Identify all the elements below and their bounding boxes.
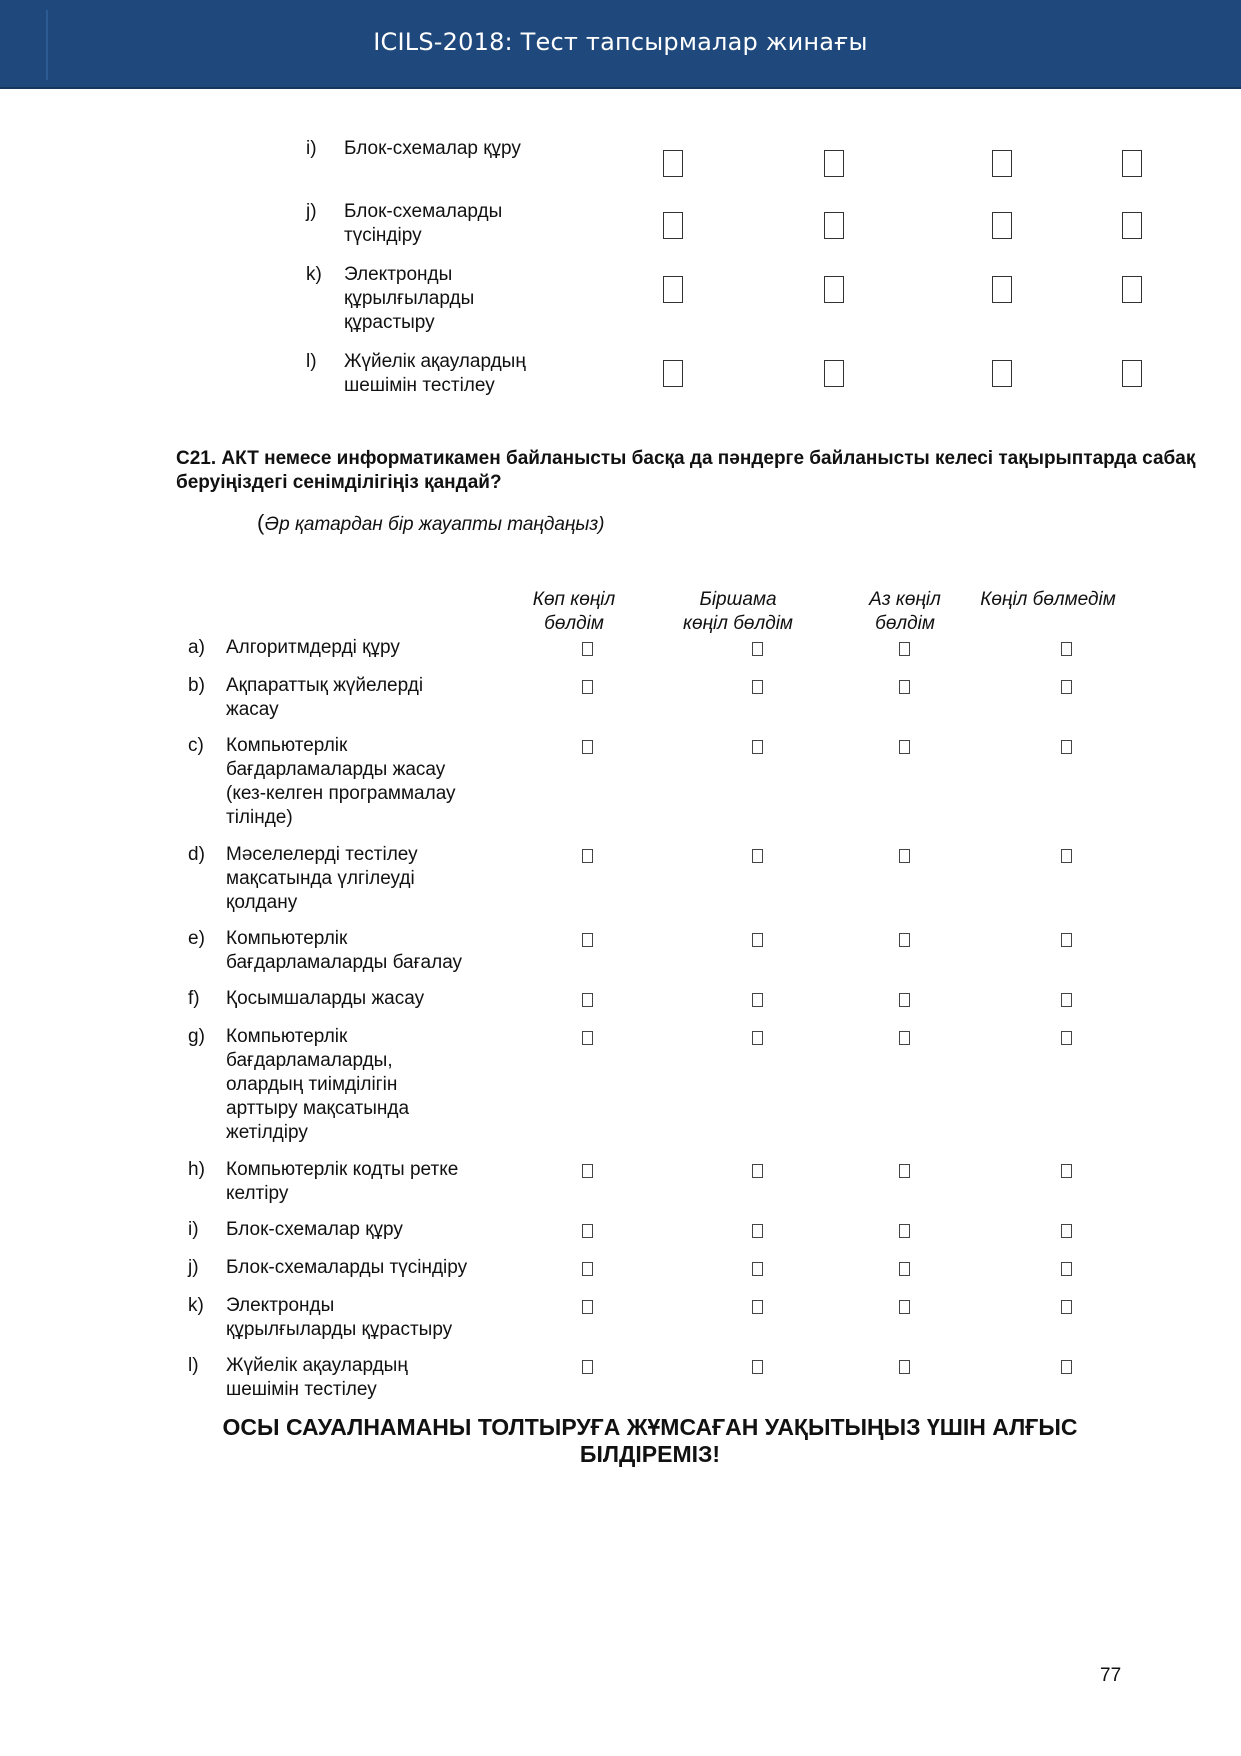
- answer-checkbox[interactable]: [663, 150, 683, 177]
- answer-checkbox[interactable]: [752, 1360, 763, 1374]
- answer-checkbox[interactable]: [1061, 1262, 1072, 1276]
- answer-checkbox[interactable]: [752, 1300, 763, 1314]
- answer-checkbox[interactable]: [1122, 276, 1142, 303]
- row-letter: d): [188, 844, 205, 865]
- instruction-text: Әр қатардан бір жауапты таңдаңыз): [264, 514, 605, 535]
- row-letter: k): [188, 1295, 204, 1316]
- page-number: 77: [1100, 1665, 1122, 1686]
- answer-checkbox[interactable]: [1122, 150, 1142, 177]
- column-header: Аз көңіл бөлдім: [869, 589, 941, 634]
- answer-checkbox[interactable]: [752, 1164, 763, 1178]
- column-header: Көп көңіл бөлдім: [532, 589, 616, 634]
- row-label: Жүйелік ақаулардың шешімін тестілеу: [344, 351, 526, 396]
- answer-checkbox[interactable]: [1061, 993, 1072, 1007]
- answer-checkbox[interactable]: [1061, 740, 1072, 754]
- answer-checkbox[interactable]: [752, 849, 763, 863]
- thank-you-message: ОСЫ САУАЛНАМАНЫ ТОЛТЫРУҒА ЖҰМСАҒАН УАҚЫТЫҢЫЗ ҮШІН АЛҒЫС БІЛДІРЕМІЗ!: [222, 1414, 1078, 1467]
- answer-checkbox[interactable]: [663, 212, 683, 239]
- answer-checkbox[interactable]: [1061, 1031, 1072, 1045]
- answer-checkbox[interactable]: [899, 740, 910, 754]
- answer-checkbox[interactable]: [582, 993, 593, 1007]
- column-header: Көңіл бөлмедім: [980, 589, 1116, 610]
- row-letter: l): [188, 1355, 199, 1376]
- answer-checkbox[interactable]: [992, 212, 1012, 239]
- answer-checkbox[interactable]: [752, 1224, 763, 1238]
- answer-checkbox[interactable]: [752, 933, 763, 947]
- answer-checkbox[interactable]: [899, 1262, 910, 1276]
- answer-checkbox[interactable]: [824, 150, 844, 177]
- answer-checkbox[interactable]: [582, 642, 593, 656]
- answer-checkbox[interactable]: [663, 360, 683, 387]
- row-label: Компьютерлік кодты ретке келтіру: [226, 1159, 459, 1204]
- instruction-paren: (: [257, 510, 265, 535]
- row-label: Блок-схемалар құру: [226, 1219, 403, 1240]
- answer-checkbox[interactable]: [582, 1262, 593, 1276]
- row-label: Алгоритмдерді құру: [226, 637, 400, 658]
- answer-checkbox[interactable]: [824, 276, 844, 303]
- row-letter: c): [188, 735, 204, 756]
- answer-checkbox[interactable]: [992, 150, 1012, 177]
- answer-checkbox[interactable]: [582, 1164, 593, 1178]
- row-label: Компьютерлік бағдарламаларды жасау (кез-келген программалау тілінде): [226, 735, 456, 828]
- row-label: Блок-схемаларды түсіндіру: [226, 1257, 468, 1278]
- answer-checkbox[interactable]: [752, 1262, 763, 1276]
- answer-checkbox[interactable]: [899, 1360, 910, 1374]
- answer-checkbox[interactable]: [1122, 360, 1142, 387]
- row-label: Электронды құрылғыларды құрастыру: [344, 264, 475, 333]
- answer-checkbox[interactable]: [899, 1224, 910, 1238]
- answer-checkbox[interactable]: [1122, 212, 1142, 239]
- row-letter: i): [188, 1219, 199, 1240]
- answer-checkbox[interactable]: [1061, 849, 1072, 863]
- answer-checkbox[interactable]: [1061, 642, 1072, 656]
- answer-checkbox[interactable]: [582, 849, 593, 863]
- row-letter: f): [188, 988, 200, 1009]
- answer-checkbox[interactable]: [752, 740, 763, 754]
- answer-checkbox[interactable]: [899, 849, 910, 863]
- answer-checkbox[interactable]: [824, 360, 844, 387]
- answer-checkbox[interactable]: [899, 993, 910, 1007]
- row-letter: j): [188, 1257, 199, 1278]
- page-header: [0, 0, 1241, 89]
- answer-checkbox[interactable]: [1061, 1300, 1072, 1314]
- answer-checkbox[interactable]: [899, 933, 910, 947]
- answer-checkbox[interactable]: [582, 680, 593, 694]
- answer-checkbox[interactable]: [1061, 680, 1072, 694]
- row-label: Компьютерлік бағдарламаларды, олардың тиімділігін арттыру мақсатында жетілдіру: [226, 1026, 410, 1143]
- answer-checkbox[interactable]: [1061, 1164, 1072, 1178]
- answer-checkbox[interactable]: [582, 933, 593, 947]
- answer-checkbox[interactable]: [752, 1031, 763, 1045]
- row-label: Блок-схемалар құру: [344, 138, 521, 159]
- answer-checkbox[interactable]: [1061, 1224, 1072, 1238]
- question-text: С21. АКТ немесе информатикамен байланысты басқа да пәндерге байланысты келесі тақырыптарда сабақ беруіңіздегі сенімділігіңіз қандай?: [176, 448, 1196, 493]
- row-letter: l): [306, 351, 317, 372]
- answer-checkbox[interactable]: [899, 642, 910, 656]
- row-letter: g): [188, 1026, 205, 1047]
- answer-checkbox[interactable]: [1061, 1360, 1072, 1374]
- row-label: Қосымшаларды жасау: [226, 988, 425, 1009]
- answer-checkbox[interactable]: [899, 1164, 910, 1178]
- answer-checkbox[interactable]: [752, 680, 763, 694]
- answer-checkbox[interactable]: [663, 276, 683, 303]
- answer-checkbox[interactable]: [582, 1360, 593, 1374]
- answer-checkbox[interactable]: [582, 1224, 593, 1238]
- row-label: Компьютерлік бағдарламаларды бағалау: [226, 928, 463, 973]
- row-letter: h): [188, 1159, 205, 1180]
- answer-checkbox[interactable]: [582, 1031, 593, 1045]
- answer-checkbox[interactable]: [752, 993, 763, 1007]
- answer-checkbox[interactable]: [582, 1300, 593, 1314]
- row-letter: k): [306, 264, 322, 285]
- row-label: Мәселелерді тестілеу мақсатында үлгілеуді қолдану: [226, 844, 418, 913]
- question-instruction: [257, 510, 605, 536]
- answer-checkbox[interactable]: [899, 1031, 910, 1045]
- row-letter: b): [188, 675, 205, 696]
- answer-checkbox[interactable]: [992, 276, 1012, 303]
- row-letter: j): [306, 201, 317, 222]
- row-letter: i): [306, 138, 317, 159]
- answer-checkbox[interactable]: [1061, 933, 1072, 947]
- row-letter: a): [188, 637, 205, 658]
- column-header: Біршама көңіл бөлдім: [683, 589, 793, 634]
- header-title: ICILS-2018: Тест тапсырмалар жинағы: [373, 28, 868, 56]
- answer-checkbox[interactable]: [582, 740, 593, 754]
- row-label: Электронды құрылғыларды құрастыру: [226, 1295, 453, 1340]
- answer-checkbox[interactable]: [824, 212, 844, 239]
- row-label: Блок-схемаларды түсіндіру: [344, 201, 503, 246]
- row-letter: e): [188, 928, 205, 949]
- answer-checkbox[interactable]: [752, 642, 763, 656]
- answer-checkbox[interactable]: [992, 360, 1012, 387]
- answer-checkbox[interactable]: [899, 1300, 910, 1314]
- row-label: Ақпараттық жүйелерді жасау: [226, 675, 424, 720]
- row-label: Жүйелік ақаулардың шешімін тестілеу: [226, 1355, 408, 1400]
- answer-checkbox[interactable]: [899, 680, 910, 694]
